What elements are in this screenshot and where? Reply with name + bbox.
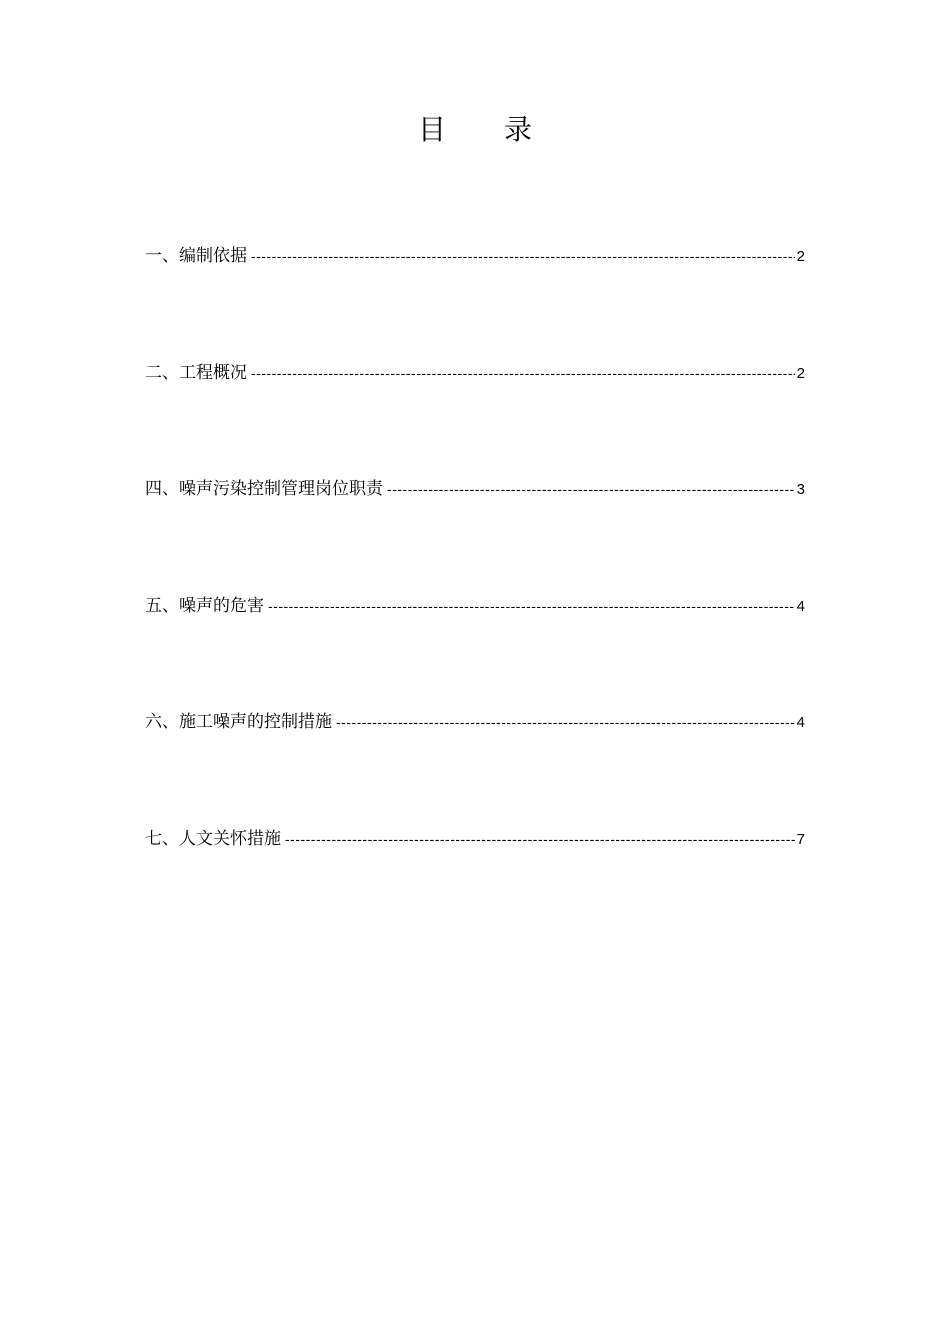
toc-dot-leader <box>268 588 795 624</box>
toc-entry-page: 2 <box>796 248 805 265</box>
toc-entry[interactable] <box>145 355 805 391</box>
title-char-1: 目 <box>417 113 446 146</box>
toc-entry-page: 3 <box>796 481 805 499</box>
table-of-contents <box>145 238 805 938</box>
toc-entry-label: 二、工程概况 <box>145 362 247 383</box>
toc-entry-label: 六、施工噪声的控制措施 <box>145 712 332 733</box>
toc-dot-leader <box>251 238 795 274</box>
toc-entry[interactable] <box>145 471 805 507</box>
toc-entry-page: 7 <box>796 830 805 848</box>
toc-entry[interactable] <box>145 821 805 857</box>
toc-dot-leader <box>285 821 795 857</box>
toc-entry-label: 七、人文关怀措施 <box>145 828 281 849</box>
toc-entry-label: 五、噪声的危害 <box>145 595 264 616</box>
toc-entry-page: 2 <box>796 364 805 382</box>
title-char-2: 录 <box>504 113 533 146</box>
toc-dot-leader <box>336 704 795 740</box>
toc-entry[interactable] <box>145 588 805 624</box>
toc-dot-leader <box>387 471 795 507</box>
toc-entry[interactable] <box>145 704 805 740</box>
toc-entry-page: 4 <box>796 597 805 615</box>
toc-entry-page: 4 <box>796 714 805 732</box>
toc-entry[interactable] <box>145 238 805 274</box>
toc-dot-leader <box>251 355 795 391</box>
toc-entry-label: 一、编制依据 <box>145 246 247 266</box>
toc-entry-label: 四、噪声污染控制管理岗位职责 <box>145 479 383 500</box>
page-title <box>0 110 950 150</box>
